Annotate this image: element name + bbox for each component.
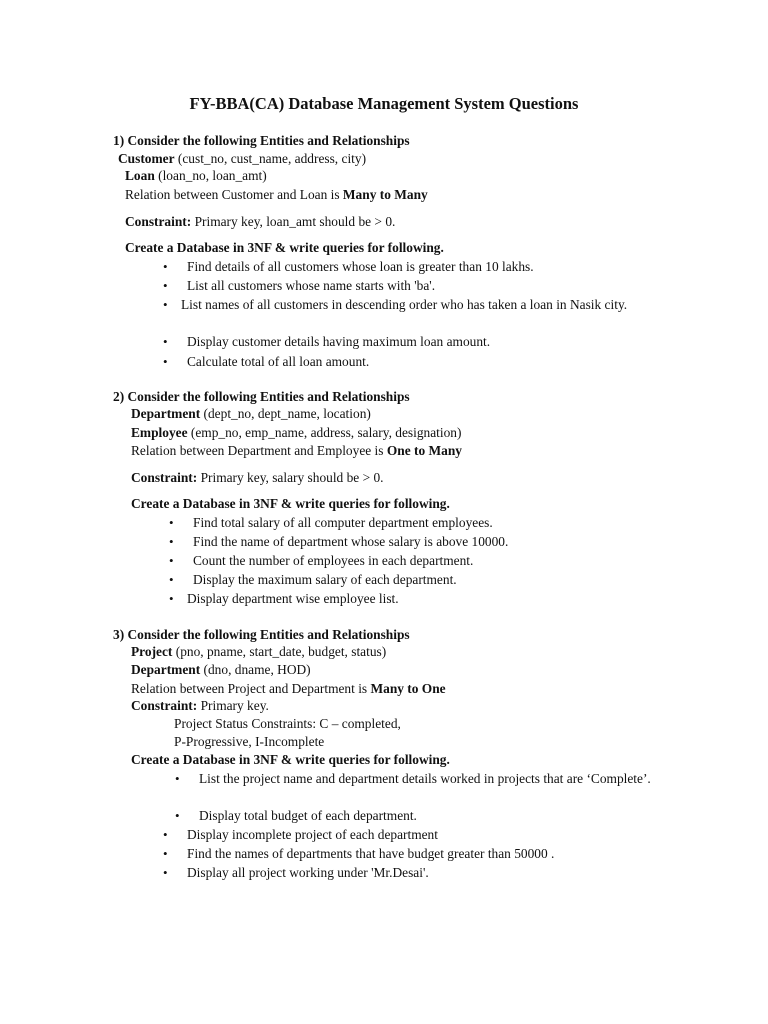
constraint-text: Primary key.	[197, 698, 269, 713]
entity-attrs: (cust_no, cust_name, address, city)	[174, 151, 367, 166]
bullet-icon: •	[169, 572, 174, 587]
relation-value: One to Many	[386, 443, 462, 458]
q2-item-3: Count the number of employees in each department.	[193, 553, 474, 568]
q1-constraint	[125, 213, 395, 231]
q1-item-3: List names of all customers in descending order who has taken a loan in Nasik city.	[181, 297, 628, 312]
constraint-label: Constraint:	[125, 214, 192, 229]
bullet-icon: •	[163, 827, 168, 842]
entity-name: Loan	[125, 168, 155, 183]
relation-value: Many to Many	[342, 187, 428, 202]
bullet-icon: •	[163, 354, 168, 369]
q2-entity-department	[131, 405, 371, 423]
q2-item-4: Display the maximum salary of each department.	[193, 572, 457, 587]
entity-attrs: (pno, pname, start_date, budget, status)	[172, 644, 387, 659]
bullet-icon: •	[169, 591, 174, 606]
bullet-icon: •	[163, 334, 168, 349]
q3-status-line-2: P-Progressive, I-Incomplete	[174, 734, 325, 749]
q1-entity-loan	[125, 167, 267, 185]
bullet-icon: •	[169, 534, 174, 549]
q2-entity-employee	[131, 424, 461, 442]
constraint-label: Constraint:	[131, 698, 198, 713]
constraint-text: Primary key, salary should be > 0.	[197, 470, 384, 485]
q3-entity-project	[131, 643, 386, 661]
entity-attrs: (loan_no, loan_amt)	[154, 168, 267, 183]
entity-attrs: (dept_no, dept_name, location)	[200, 406, 371, 421]
bullet-icon: •	[163, 865, 168, 880]
q1-item-2: List all customers whose name starts with 'ba'.	[187, 278, 436, 293]
q3-item-4: Find the names of departments that have budget greater than 50000 .	[187, 846, 555, 861]
q3-heading: 3) Consider the following Entities and Relationships	[113, 627, 410, 642]
q1-entity-customer	[118, 150, 366, 168]
bullet-icon: •	[175, 808, 180, 823]
bullet-icon: •	[175, 771, 180, 786]
relation-prefix: Relation between Department and Employee is	[131, 443, 387, 458]
q1-item-1: Find details of all customers whose loan is greater than 10 lakhs.	[187, 259, 534, 274]
q1-relation	[125, 186, 428, 204]
relation-prefix: Relation between Project and Department is	[131, 681, 371, 696]
entity-name: Department	[131, 662, 201, 677]
bullet-icon: •	[163, 278, 168, 293]
entity-attrs: (emp_no, emp_name, address, salary, designation)	[187, 425, 462, 440]
q2-heading: 2) Consider the following Entities and Relationships	[113, 389, 410, 404]
bullet-icon: •	[163, 846, 168, 861]
entity-name: Department	[131, 406, 201, 421]
q3-create: Create a Database in 3NF & write queries for following.	[131, 752, 450, 767]
q1-create: Create a Database in 3NF & write queries for following.	[125, 240, 444, 255]
q3-constraint	[131, 697, 269, 715]
bullet-icon: •	[163, 297, 168, 312]
entity-name: Employee	[131, 425, 188, 440]
entity-name: Customer	[118, 151, 175, 166]
q2-item-2: Find the name of department whose salary is above 10000.	[193, 534, 509, 549]
q3-item-1: List the project name and department details worked in projects that are ‘Complete’.	[199, 771, 651, 786]
bullet-icon: •	[169, 515, 174, 530]
q3-item-5: Display all project working under 'Mr.Desai'.	[187, 865, 429, 880]
entity-name: Project	[131, 644, 173, 659]
q3-item-3: Display incomplete project of each department	[187, 827, 438, 842]
q1-item-5: Calculate total of all loan amount.	[187, 354, 370, 369]
q1-heading: 1) Consider the following Entities and Relationships	[113, 133, 410, 148]
relation-value: Many to One	[370, 681, 446, 696]
q2-create: Create a Database in 3NF & write queries for following.	[131, 496, 450, 511]
q2-item-5: Display department wise employee list.	[187, 591, 399, 606]
page-title: FY-BBA(CA) Database Management System Questions	[189, 94, 579, 113]
q1-item-4: Display customer details having maximum loan amount.	[187, 334, 491, 349]
bullet-icon: •	[163, 259, 168, 274]
entity-attrs: (dno, dname, HOD)	[200, 662, 311, 677]
q3-item-2: Display total budget of each department.	[199, 808, 417, 823]
q2-constraint	[131, 469, 384, 487]
q3-relation	[131, 680, 446, 698]
constraint-text: Primary key, loan_amt should be > 0.	[191, 214, 396, 229]
constraint-label: Constraint:	[131, 470, 198, 485]
q3-status-line-1: Project Status Constraints: C – completed,	[174, 716, 401, 731]
relation-prefix: Relation between Customer and Loan is	[125, 187, 343, 202]
bullet-icon: •	[169, 553, 174, 568]
q3-entity-department	[131, 661, 311, 679]
q2-item-1: Find total salary of all computer department employees.	[193, 515, 493, 530]
q2-relation	[131, 442, 462, 460]
